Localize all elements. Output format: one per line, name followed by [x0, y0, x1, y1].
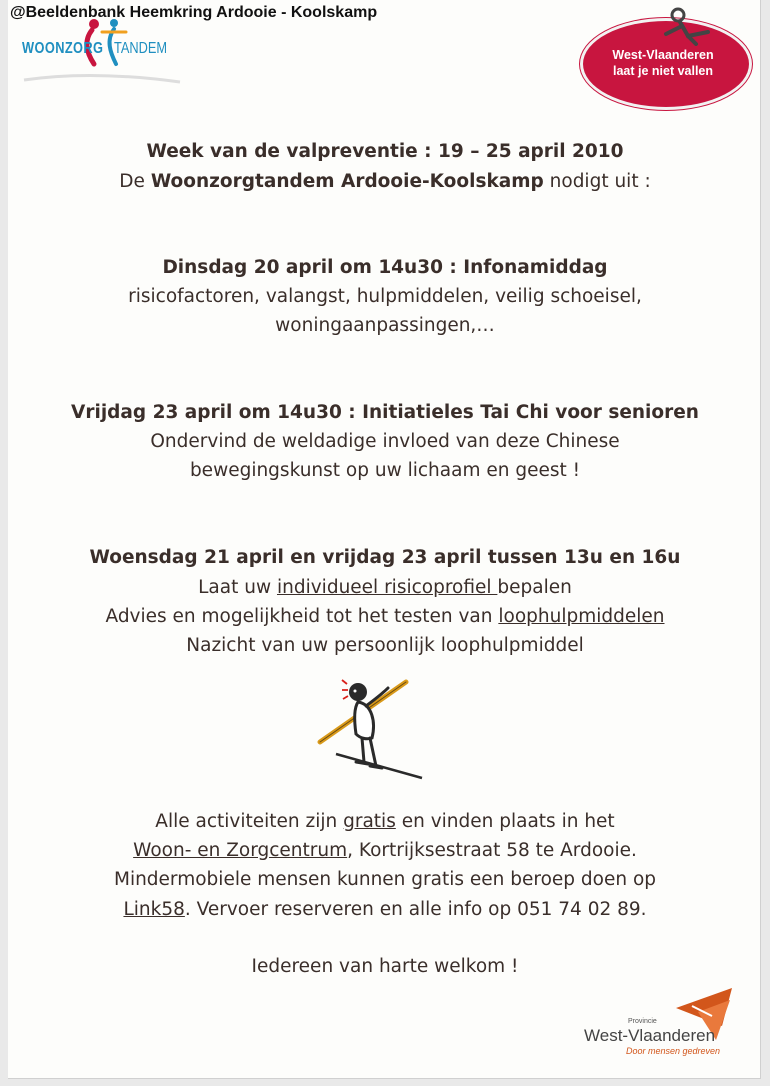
- event-1-line-1: risicofactoren, valangst, hulpmiddelen, veilig schoeisel,: [128, 286, 642, 307]
- event-2-line-2: bewegingskunst op uw lichaam en geest !: [189, 460, 581, 481]
- province-slogan: Door mensen gedreven: [626, 1046, 721, 1056]
- footer-line-3: Mindermobiele mensen kunnen gratis een beroep doen op: [113, 869, 657, 890]
- campaign-line-2: laat je niet vallen: [612, 64, 714, 78]
- event-1-line-2: woningaanpassingen,…: [275, 315, 495, 336]
- event-3-line-3: Nazicht van uw persoonlijk loophulpmiddel: [186, 635, 584, 656]
- falling-figure-icon: [658, 6, 718, 46]
- link58-link: Link58: [123, 899, 185, 920]
- organizer-name: Woonzorgtandem Ardooie-Koolskamp: [150, 171, 544, 192]
- footer-line-1: Alle activiteiten zijn gratis en vinden plaats in het: [155, 811, 615, 832]
- risk-profile-link: individueel risicoprofiel: [276, 577, 498, 598]
- watermark: @Beeldenbank Heemkring Ardooie - Koolskamp: [10, 4, 378, 21]
- event-1-title: Dinsdag 20 april om 14u30 : Infonamiddag: [162, 257, 608, 278]
- event-3-line-1: Laat uw individueel risicoprofiel bepalen: [198, 577, 572, 598]
- care-center-link: Woon- en Zorgcentrum: [133, 840, 348, 861]
- event-3-line-2: Advies en mogelijkheid tot het testen van loophulpmiddelen: [105, 606, 665, 627]
- walking-aids-link: loophulpmiddelen: [498, 606, 665, 627]
- event-2-title: Vrijdag 23 april om 14u30 : Initiatieles Tai Chi voor senioren: [71, 402, 699, 423]
- woonzorgtandem-logo: [22, 18, 182, 84]
- logo-swoosh-icon: [22, 68, 182, 84]
- welcome-line: Iedereen van harte welkom !: [251, 956, 519, 977]
- gratis-link: gratis: [343, 811, 396, 832]
- invite-line: De Woonzorgtandem Ardooie-Koolskamp nodigt uit :: [119, 171, 651, 192]
- footer-line-4: Link58. Vervoer reserveren en alle info op 051 74 02 89.: [123, 899, 647, 920]
- provincie-west-vlaanderen-logo: [580, 986, 750, 1062]
- flyer-title: Week van de valpreventie : 19 – 25 april 2010: [146, 141, 624, 162]
- event-2-line-1: Ondervind de weldadige invloed van deze Chinese: [150, 431, 620, 452]
- logo-tandem-text: TANDEM: [114, 40, 168, 57]
- west-vlaanderen-campaign-logo: [578, 6, 754, 106]
- tightrope-walker-icon: [314, 676, 426, 786]
- provincie-label: Provincie: [628, 1018, 657, 1025]
- event-3-title: Woensdag 21 april en vrijdag 23 april tussen 13u en 16u: [89, 547, 681, 568]
- footer-line-2: Woon- en Zorgcentrum, Kortrijksestraat 58 te Ardooie.: [133, 840, 637, 861]
- logo-woonzorg-text: WOONZORG: [22, 40, 104, 57]
- campaign-line-1: West-Vlaanderen: [612, 48, 714, 62]
- province-name: West-Vlaanderen: [584, 1026, 716, 1045]
